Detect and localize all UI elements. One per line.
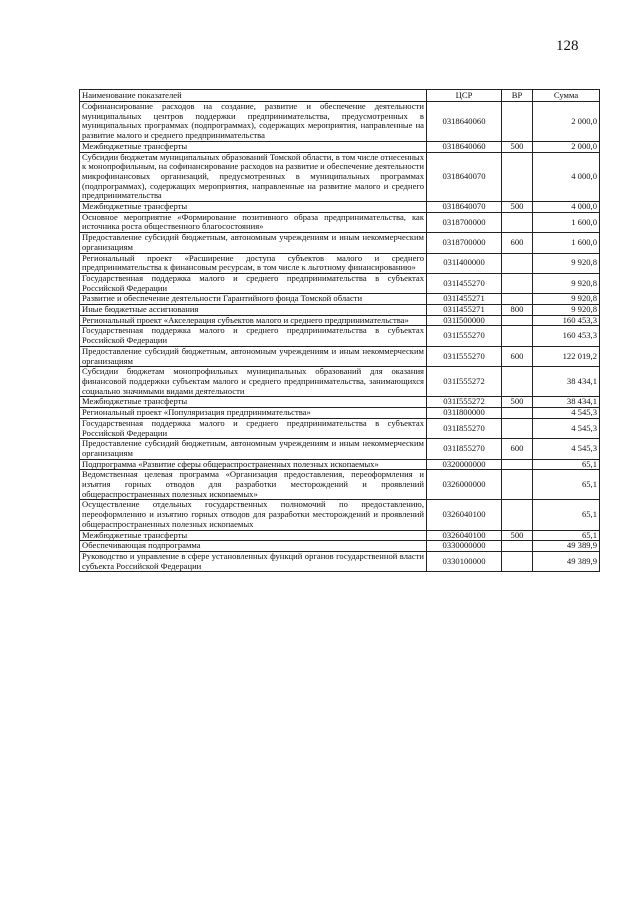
column-header-vr: ВР: [502, 90, 533, 102]
page-number: 128: [556, 38, 579, 54]
budget-table: [79, 89, 600, 572]
cell-vr: [502, 253, 533, 273]
table-row: [80, 541, 600, 552]
table-row: [80, 500, 600, 530]
cell-name: Иные бюджетные ассигнования: [80, 305, 427, 316]
cell-sum: 65,1: [533, 470, 600, 500]
table-row: [80, 439, 600, 459]
table-row: [80, 397, 600, 408]
cell-name: Предоставление субсидий бюджетным, автономным учреждениям и иным некоммерческим организациям: [80, 233, 427, 253]
cell-vr: [502, 212, 533, 232]
cell-sum: 160 453,3: [533, 326, 600, 346]
table-row: [80, 273, 600, 293]
cell-csr: 031I455271: [427, 305, 502, 316]
table-row: [80, 233, 600, 253]
cell-sum: 4 545,3: [533, 439, 600, 459]
table-row: [80, 202, 600, 213]
cell-vr: [502, 408, 533, 419]
cell-name: Межбюджетные трансферты: [80, 202, 427, 213]
cell-csr: 0318700000: [427, 212, 502, 232]
cell-vr: [502, 551, 533, 571]
table-row: [80, 315, 600, 326]
cell-vr: [502, 326, 533, 346]
cell-sum: 2 000,0: [533, 141, 600, 152]
table-row: [80, 294, 600, 305]
cell-sum: 38 434,1: [533, 367, 600, 397]
cell-sum: 38 434,1: [533, 397, 600, 408]
cell-name: Региональный проект «Акселерация субъектов малого и среднего предпринимательства»: [80, 315, 427, 326]
cell-sum: 4 000,0: [533, 202, 600, 213]
cell-name: Государственная поддержка малого и среднего предпринимательства в субъектах Российской Федерации: [80, 326, 427, 346]
cell-name: Региональный проект «Популяризация предпринимательства»: [80, 408, 427, 419]
cell-vr: [502, 152, 533, 202]
cell-sum: 1 600,0: [533, 212, 600, 232]
cell-csr: 0326040100: [427, 530, 502, 541]
table-header-row: [80, 90, 600, 102]
cell-vr: [502, 459, 533, 470]
cell-name: Субсидии бюджетам монопрофильных муниципальных образований для оказания финансовой поддержки субъектам малого и среднего предпринимательства, занимающихся социально значимыми видами деятельности: [80, 367, 427, 397]
cell-vr: [502, 418, 533, 438]
cell-sum: 9 920,8: [533, 253, 600, 273]
cell-vr: [502, 541, 533, 552]
cell-name: Межбюджетные трансферты: [80, 397, 427, 408]
cell-csr: 0320000000: [427, 459, 502, 470]
cell-sum: 9 920,8: [533, 305, 600, 316]
column-header-name: Наименование показателей: [80, 90, 427, 102]
table-row: [80, 367, 600, 397]
cell-csr: 031I855270: [427, 418, 502, 438]
cell-sum: 9 920,8: [533, 294, 600, 305]
cell-vr: 600: [502, 439, 533, 459]
table-row: [80, 408, 600, 419]
table-row: [80, 551, 600, 571]
table-row: [80, 470, 600, 500]
cell-csr: 0326000000: [427, 470, 502, 500]
cell-vr: [502, 273, 533, 293]
cell-csr: 0318640070: [427, 152, 502, 202]
column-header-sum: Сумма: [533, 90, 600, 102]
cell-csr: 0326040100: [427, 500, 502, 530]
cell-vr: 600: [502, 346, 533, 366]
cell-sum: 1 600,0: [533, 233, 600, 253]
cell-sum: 65,1: [533, 500, 600, 530]
cell-sum: 160 453,3: [533, 315, 600, 326]
cell-sum: 9 920,8: [533, 273, 600, 293]
cell-csr: 0330100000: [427, 551, 502, 571]
column-header-csr: ЦСР: [427, 90, 502, 102]
cell-vr: [502, 500, 533, 530]
cell-csr: 031I555270: [427, 346, 502, 366]
table-row: [80, 326, 600, 346]
cell-csr: 031I555272: [427, 367, 502, 397]
cell-name: Государственная поддержка малого и среднего предпринимательства в субъектах Российской Федерации: [80, 273, 427, 293]
cell-vr: [502, 470, 533, 500]
cell-csr: 0318700000: [427, 233, 502, 253]
cell-name: Региональный проект «Расширение доступа субъектов малого и среднего предпринимательства к финансовым ресурсам, в том числе к льготному финансированию»: [80, 253, 427, 273]
cell-csr: 031I855270: [427, 439, 502, 459]
cell-name: Предоставление субсидий бюджетным, автономным учреждениям и иным некоммерческим организациям: [80, 439, 427, 459]
cell-csr: 031I555272: [427, 397, 502, 408]
cell-name: Ведомственная целевая программа «Организация предоставления, переоформления и изъятия горных отводов для разработки месторождений и проявлений общераспространенных полезных ископаемых»: [80, 470, 427, 500]
cell-name: Государственная поддержка малого и среднего предпринимательства в субъектах Российской Федерации: [80, 418, 427, 438]
cell-sum: 65,1: [533, 530, 600, 541]
cell-sum: 49 389,9: [533, 541, 600, 552]
cell-csr: 031I500000: [427, 315, 502, 326]
cell-csr: 031I800000: [427, 408, 502, 419]
cell-name: Межбюджетные трансферты: [80, 530, 427, 541]
cell-sum: 49 389,9: [533, 551, 600, 571]
cell-name: Межбюджетные трансферты: [80, 141, 427, 152]
cell-vr: 500: [502, 141, 533, 152]
table-row: [80, 346, 600, 366]
cell-sum: 2 000,0: [533, 102, 600, 142]
cell-vr: [502, 315, 533, 326]
cell-name: Софинансирование расходов на создание, развитие и обеспечение деятельности муниципальных центров поддержки предпринимательства, предусмотренных в муниципальных программах (подпрограммах), содержащих мероприятия, направленные на развитие малого и среднего предпринимательства: [80, 102, 427, 142]
cell-vr: [502, 367, 533, 397]
table-row: [80, 152, 600, 202]
cell-sum: 65,1: [533, 459, 600, 470]
table-row: [80, 212, 600, 232]
cell-sum: 4 000,0: [533, 152, 600, 202]
table-row: [80, 253, 600, 273]
cell-sum: 4 545,3: [533, 408, 600, 419]
cell-csr: 0318640060: [427, 102, 502, 142]
cell-csr: 031I455270: [427, 273, 502, 293]
cell-csr: 031I555270: [427, 326, 502, 346]
cell-name: Обеспечивающая подпрограмма: [80, 541, 427, 552]
cell-vr: 500: [502, 202, 533, 213]
cell-sum: 4 545,3: [533, 418, 600, 438]
cell-vr: 600: [502, 233, 533, 253]
cell-name: Основное мероприятие «Формирование позитивного образа предпринимательства, как источника роста общественного благосостояния»: [80, 212, 427, 232]
cell-name: Осуществление отдельных государственных полномочий по предоставлению, переоформлению и изъятию горных отводов для разработки месторождений и проявлений общераспространенных полезных ископаемых: [80, 500, 427, 530]
cell-name: Руководство и управление в сфере установленных функций органов государственной власти субъекта Российской Федерации: [80, 551, 427, 571]
table-row: [80, 459, 600, 470]
cell-vr: 500: [502, 397, 533, 408]
cell-csr: 031I400000: [427, 253, 502, 273]
cell-vr: 800: [502, 305, 533, 316]
cell-csr: 0318640070: [427, 202, 502, 213]
cell-vr: 500: [502, 530, 533, 541]
table-row: [80, 102, 600, 142]
table-row: [80, 530, 600, 541]
cell-sum: 122 019,2: [533, 346, 600, 366]
cell-csr: 0318640060: [427, 141, 502, 152]
table-row: [80, 418, 600, 438]
cell-vr: [502, 294, 533, 305]
cell-vr: [502, 102, 533, 142]
table-row: [80, 305, 600, 316]
cell-csr: 031I455271: [427, 294, 502, 305]
table-row: [80, 141, 600, 152]
cell-name: Подпрограмма «Развитие сферы общераспространенных полезных ископаемых»: [80, 459, 427, 470]
cell-name: Предоставление субсидий бюджетным, автономным учреждениям и иным некоммерческим организациям: [80, 346, 427, 366]
cell-name: Развитие и обеспечение деятельности Гарантийного фонда Томской области: [80, 294, 427, 305]
cell-csr: 0330000000: [427, 541, 502, 552]
cell-name: Субсидии бюджетам муниципальных образований Томской области, в том числе отнесенных к монопрофильным, на софинансирование расходов на развитие и обеспечение деятельности микрофинансовых организаций, предусмотренных в муниципальных программах (подпрограммах), содержащих мероприятия, направленные на развитие малого и среднего предпринимательства: [80, 152, 427, 202]
